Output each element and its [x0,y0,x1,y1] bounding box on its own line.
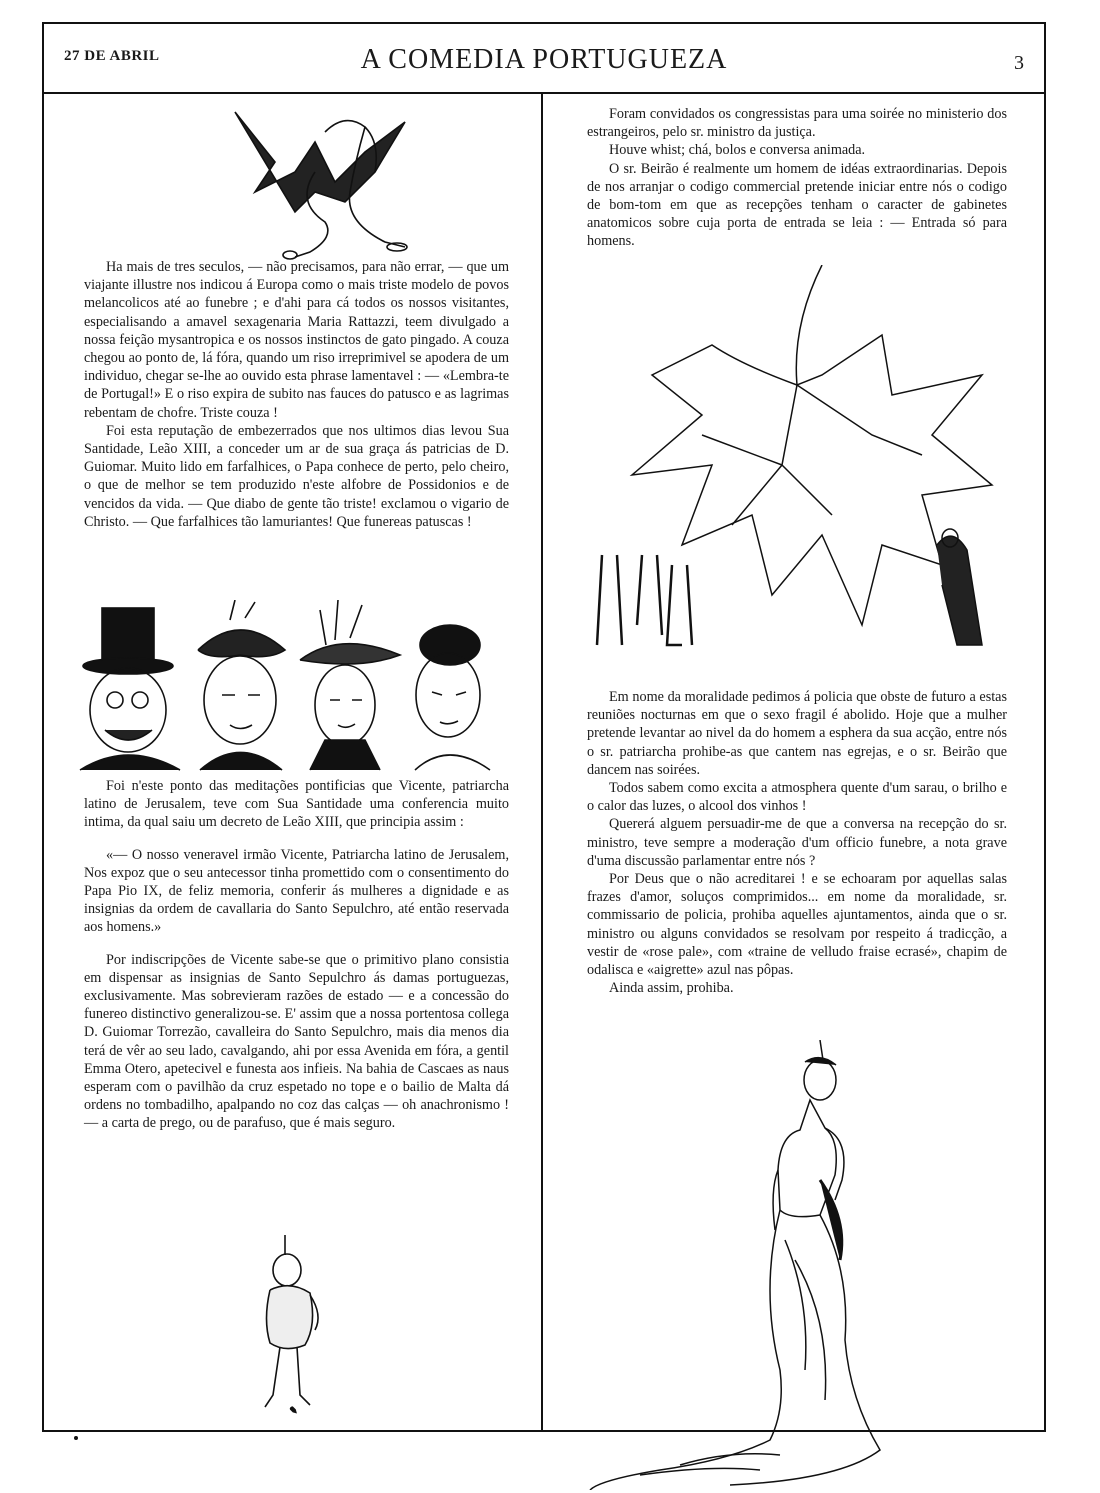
paragraph: O sr. Beirão é realmente um homem de idéas extraordinarias. Depois de nos arranjar o codigo commercial pretende iniciar entre nós o codigo de bom-tom em que as recepções tenham o caracter de gabinetes anatomicos sobre cuja porta de entrada se leia : — Entrada só para homens. [587,160,1007,250]
paragraph: Quererá alguem persuadir-me de que a conversa na recepção do sr. ministro, teve sempre a moderação d'um officio funebre, a nota grave d'uma discussão parlamentar entre nós ? [587,816,1007,869]
column-divider [541,94,543,1430]
four-portraits-illustration [70,600,520,772]
paragraph: Ha mais de tres seculos, — não precisamos, para não errar, — que um viajante illustre nos indicou á Europa como o mais triste modelo de povos melancolicos até ao funebre ; e d'ahi para cá todos os nossos visitantes, especialisando a amavel sexagenaria Maria Rattazzi, teem divulgado a nossa feição mysantropica e os nossos instinctos de gato pingado. A couza chegou ao ponto de, lá fóra, quando um riso irreprimivel se apodera de um individuo, chegar se-lhe ao ouvido esta phrase lamentavel : — «Lembra-te de Portugal!» E o riso expira de subito nas fauces do patusco e as lagrimas rebentam de chofre. Triste couza ! [84,259,509,421]
page-header [42,22,1046,94]
paragraph: Ainda assim, prohiba. [609,980,734,997]
quoted-decree: «— O nosso veneravel irmão Vicente, Patriarcha latino de Jerusalem, Nos expoz que o seu antecessor tinha promettido com o consentimento do Papa Pio IX, de feliz memoria, conferir ás mulheres a dignidade e as insignias da ordem de cavallaria do Santo Sepulchro, até então reservada aos homens.» [84,846,509,936]
left-column-top [84,258,509,531]
right-column-bottom [587,688,1007,997]
lady-in-gown-illustration [580,1040,890,1490]
paragraph: Foi n'este ponto das meditações pontificias que Vicente, patriarcha latino de Jerusalem, teve com Sua Santidade uma conferencia muito intima, da qual saiu um decreto de Leão XIII, que principia assim : [84,778,509,831]
page-number: 3 [1014,52,1024,74]
paragraph: Por indiscripções de Vicente sabe-se que o primitivo plano consistia em dispensar as insignias de Santo Sepulchro ás damas portuguezas, exclusivamente. Mas sobrevieram razões de estado — e a concessão do funereo distinctivo generalizou-se. E' assim que a nossa portentosa collega D. Guiomar Torrezão, cavalleira do Santo Sepulchro, mais dia menos dia terá de vêr ao seu lado, cavalgando, ahi por essa Avenida em fóra, a gentil Emma Otero, apetecivel e funesta aos infieis. Na bahia de Cascaes as naus esperam com o pavilhão da cruz espetado no tope e o bailio de Malta dá ordens no tombadilho, apalpando no coz das calças — oh anachronismo ! — a carta de prego, ou de parafuso, que é mais seguro. [84,951,509,1132]
paragraph: Houve whist; chá, bolos e conversa animada. [609,142,866,159]
paragraph: Por Deus que o não acreditarei ! e se echoaram por aquellas salas frazes d'amor, soluços comprimidos... em nome da moralidade, sr. commissario de policia, prohiba aquelles ajuntamentos, ainda que o sr. ministro ou alguns convidados se resolvam por respeito á tradicção, a vestir de «rose pale», com «traine de velludo fraise ecrasé», chapim de odalisca e «aigrette» azul nas pôpas. [587,871,1007,979]
fig-leaf-illustration [592,265,1012,685]
paragraph: Foram convidados os congressistas para uma soirée no ministerio dos estrangeiros, pelo sr. ministro da justiça. [587,106,1007,141]
ink-dot [74,1436,78,1440]
small-figure-illustration [255,1235,325,1415]
svg-text:✎: ✎ [290,1406,297,1415]
left-column-bottom [84,777,509,1133]
right-column-top [587,105,1007,251]
paragraph: Todos sabem como excita a atmosphera quente d'um sarau, o brilho e o calor das luzes, o alcool dos vinhos ! [587,780,1007,815]
newspaper-title: A COMEDIA PORTUGUEZA [360,44,728,75]
issue-date: 27 DE ABRIL [64,48,160,64]
paragraph: Foi esta reputação de embezerrados que nos ultimos dias levou Sua Santidade, Leão XIII, a conceder um ar de sua graça ás patricias de D. Guiomar. Muito lido em farfalhices, o Papa conhece de perto, pelo cheiro, o que de melhor se tem produzido n'este alfobre de Possidonios e de vencidos da vida. — Que diabo de gente tão triste! exclamou o vigario de Christo. — Que farfalhices tão lamuriantes! Que funereas patuscas ! [84,422,509,530]
dancer-legs-illustration [215,102,430,262]
paragraph: Em nome da moralidade pedimos á policia que obste de futuro a estas reuniões nocturnas em que o sexo fragil é abolido. Hoje que a mulher pretende levantar ao nivel da do homem a esphera da sua acção, entre nós o sr. patriarcha prohibe-as que cantem nas egrejas, e o sr. Beirão que dancem nas soirées. [587,689,1007,778]
